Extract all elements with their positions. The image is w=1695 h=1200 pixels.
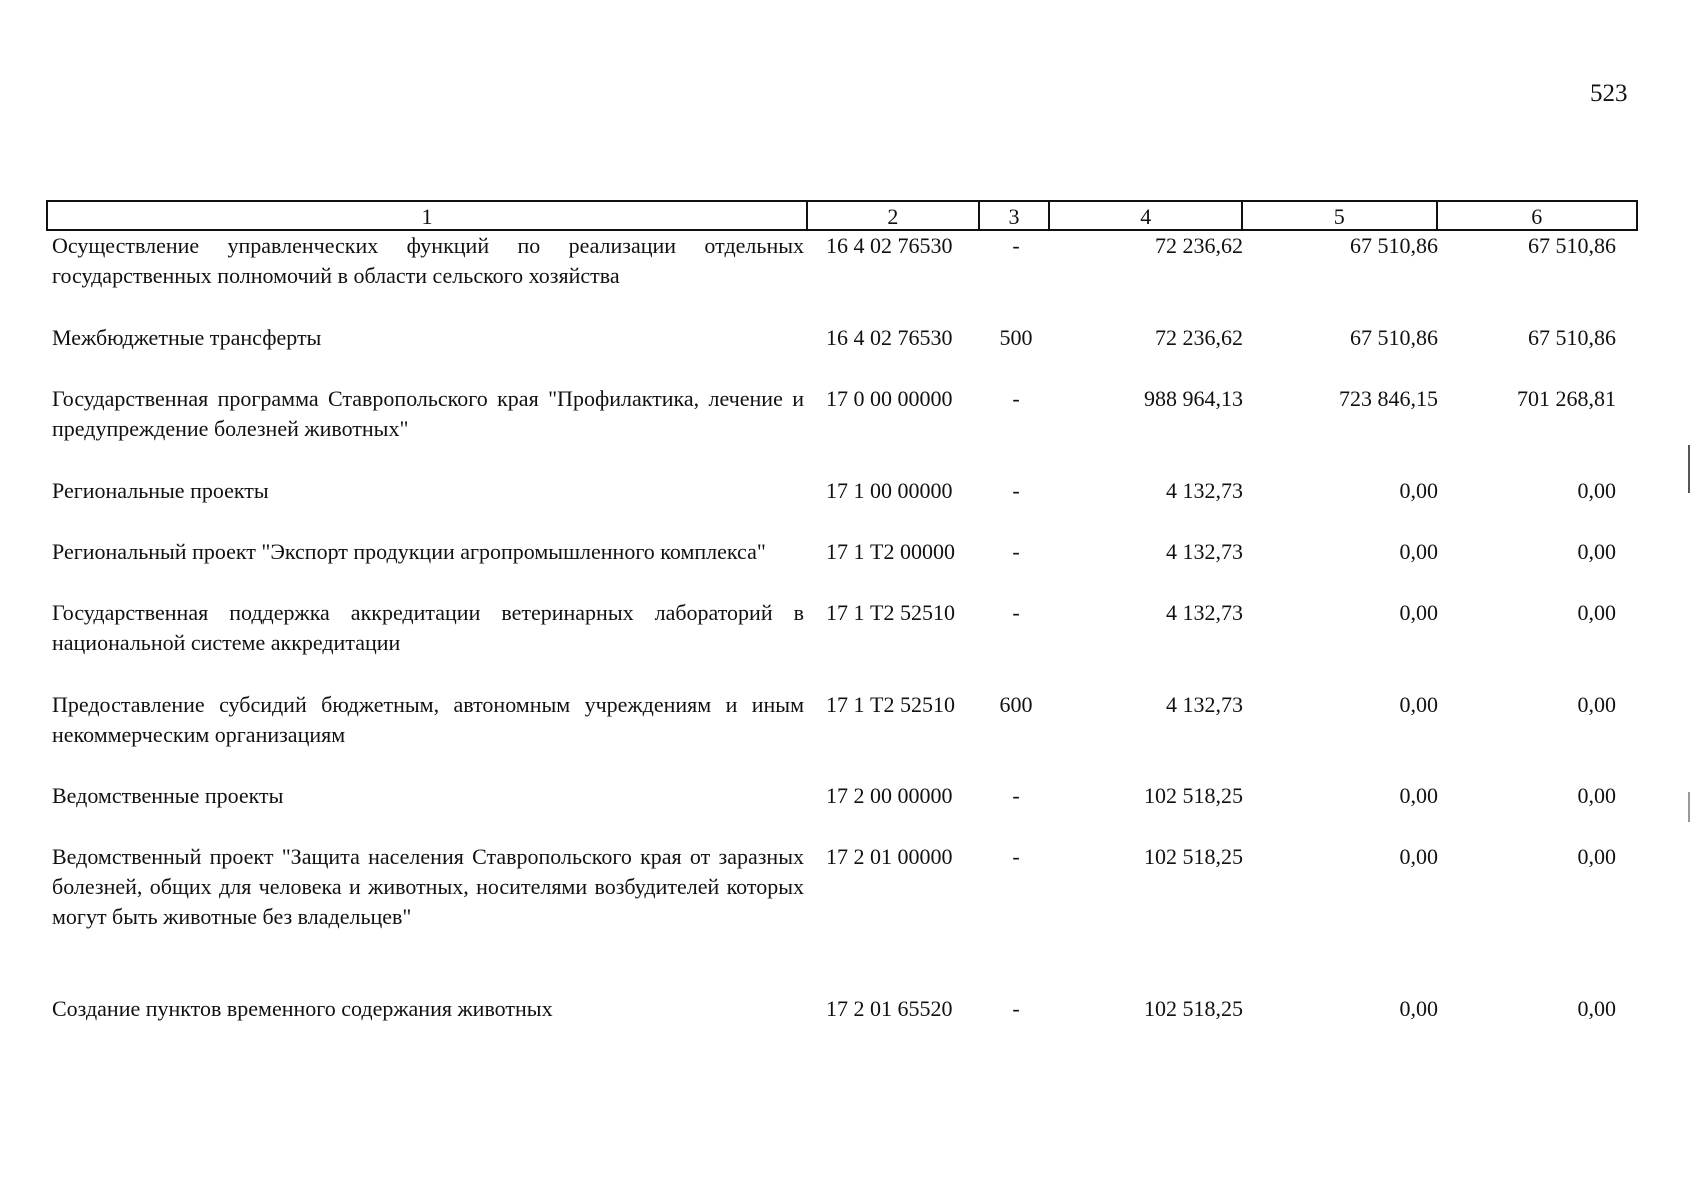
- row-code: 17 1 00 00000: [826, 478, 953, 503]
- page-number: 523: [1590, 80, 1628, 107]
- row-code: 17 1 Т2 00000: [826, 539, 955, 564]
- row-type: -: [1012, 783, 1020, 808]
- row-name: Государственная поддержка аккредитации ветеринарных лабораторий в национальной системе аккредитации: [52, 600, 804, 655]
- row-value-6: 0,00: [1577, 539, 1616, 564]
- row-value-4: 4 132,73: [1166, 539, 1243, 564]
- row-code: 17 0 00 00000: [826, 386, 953, 411]
- row-value-4: 72 236,62: [1155, 325, 1243, 350]
- row-code: 16 4 02 76530: [826, 233, 953, 258]
- row-value-4: 988 964,13: [1144, 386, 1243, 411]
- header-col-1: 1: [48, 202, 808, 229]
- row-name: Создание пунктов временного содержания животных: [52, 996, 553, 1021]
- row-value-5: 0,00: [1399, 600, 1438, 625]
- row-value-4: 102 518,25: [1144, 844, 1243, 869]
- row-name: Предоставление субсидий бюджетным, автономным учреждениям и иным некоммерческим организациям: [52, 692, 804, 747]
- scan-margin-mark: [1688, 792, 1690, 822]
- row-type: 500: [999, 325, 1033, 350]
- row-value-6: 67 510,86: [1528, 233, 1616, 258]
- header-col-4: 4: [1050, 202, 1243, 229]
- row-name: Ведомственные проекты: [52, 783, 284, 808]
- row-value-6: 0,00: [1577, 692, 1616, 717]
- row-value-6: 0,00: [1577, 600, 1616, 625]
- row-code: 17 1 Т2 52510: [826, 600, 955, 625]
- row-type: -: [1012, 478, 1020, 503]
- row-code: 17 2 00 00000: [826, 783, 953, 808]
- row-value-5: 0,00: [1399, 478, 1438, 503]
- row-value-6: 0,00: [1577, 844, 1616, 869]
- header-col-5: 5: [1243, 202, 1438, 229]
- row-type: -: [1012, 539, 1020, 564]
- row-code: 17 1 Т2 52510: [826, 692, 955, 717]
- row-value-6: 67 510,86: [1528, 325, 1616, 350]
- row-value-6: 0,00: [1577, 478, 1616, 503]
- row-value-5: 0,00: [1399, 539, 1438, 564]
- row-value-4: 4 132,73: [1166, 692, 1243, 717]
- row-value-4: 4 132,73: [1166, 478, 1243, 503]
- row-value-5: 67 510,86: [1350, 325, 1438, 350]
- row-code: 17 2 01 00000: [826, 844, 953, 869]
- row-type: -: [1012, 600, 1020, 625]
- row-value-4: 72 236,62: [1155, 233, 1243, 258]
- row-value-4: 102 518,25: [1144, 996, 1243, 1021]
- row-type: 600: [999, 692, 1033, 717]
- row-name: Ведомственный проект "Защита населения Ставропольского края от заразных болезней, общих для человека и животных, носителями возбудителей которых могут быть животные без владельцев": [52, 844, 804, 929]
- row-code: 17 2 01 65520: [826, 996, 953, 1021]
- row-value-4: 102 518,25: [1144, 783, 1243, 808]
- row-name: Государственная программа Ставропольского края "Профилактика, лечение и предупреждение болезней животных": [52, 386, 804, 441]
- header-col-6: 6: [1531, 204, 1543, 229]
- header-col-2: 2: [808, 202, 980, 229]
- table-header-row: [46, 200, 1638, 231]
- row-value-5: 67 510,86: [1350, 233, 1438, 258]
- header-col-3: 3: [980, 202, 1051, 229]
- row-value-4: 4 132,73: [1166, 600, 1243, 625]
- row-type: -: [1012, 996, 1020, 1021]
- row-name: Региональный проект "Экспорт продукции агропромышленного комплекса": [52, 539, 766, 564]
- row-type: -: [1012, 386, 1020, 411]
- row-value-6: 0,00: [1577, 783, 1616, 808]
- row-name: Межбюджетные трансферты: [52, 325, 322, 350]
- row-value-5: 0,00: [1399, 996, 1438, 1021]
- row-value-5: 0,00: [1399, 844, 1438, 869]
- row-value-5: 0,00: [1399, 692, 1438, 717]
- row-type: -: [1012, 844, 1020, 869]
- scan-margin-mark: [1688, 445, 1690, 493]
- row-code: 16 4 02 76530: [826, 325, 953, 350]
- row-name: Региональные проекты: [52, 478, 269, 503]
- row-value-6: 0,00: [1577, 996, 1616, 1021]
- row-type: -: [1012, 233, 1020, 258]
- row-value-6: 701 268,81: [1517, 386, 1616, 411]
- row-name: Осуществление управленческих функций по реализации отдельных государственных полномочий в области сельского хозяйства: [52, 233, 804, 288]
- row-value-5: 0,00: [1399, 783, 1438, 808]
- row-value-5: 723 846,15: [1339, 386, 1438, 411]
